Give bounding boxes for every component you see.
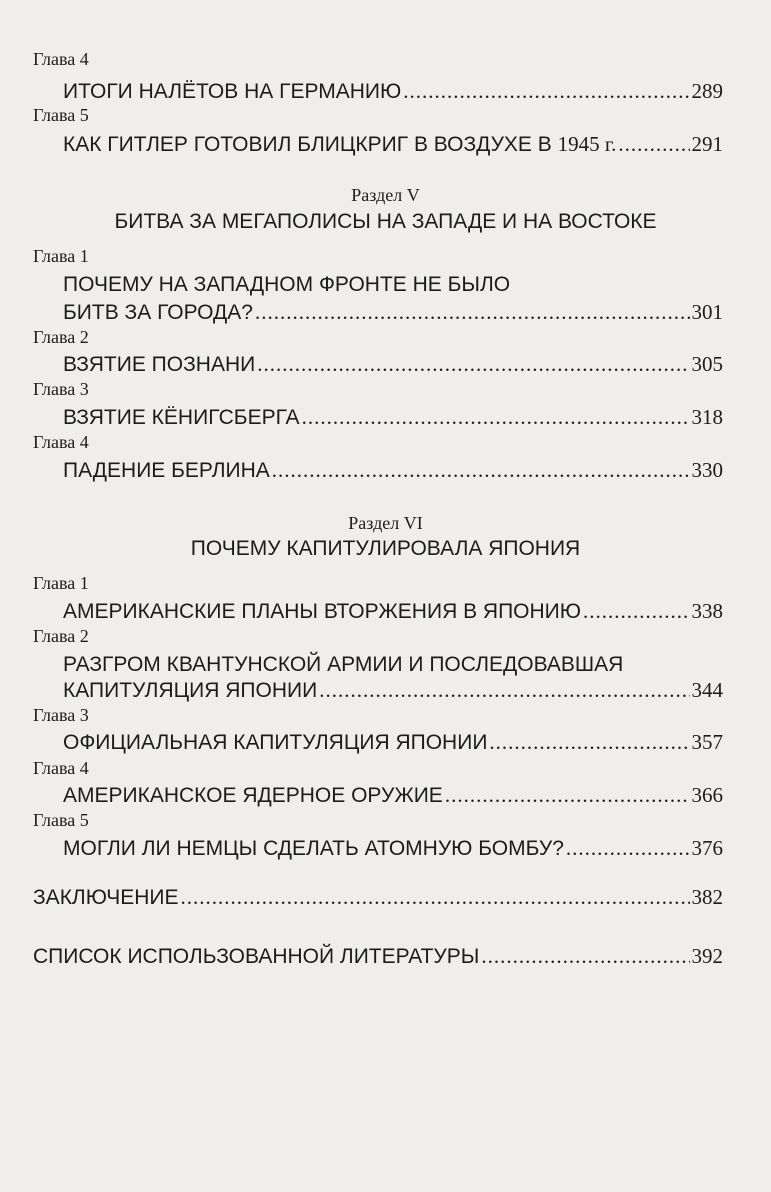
dot-leader [272,457,690,484]
page-number: 344 [691,678,723,702]
dot-leader [481,943,689,970]
dot-leader [566,835,690,862]
entry-title: ВЗЯТИЕ ПОЗНАНИ [63,353,256,376]
page-number: 382 [691,885,723,909]
entry-title: БИТВ ЗА ГОРОДА? [63,301,253,324]
section-number: Раздел V [351,185,420,205]
page-number: 338 [691,599,723,623]
dot-leader [489,729,689,756]
section-title: ПОЧЕМУ КАПИТУЛИРОВАЛА ЯПОНИЯ [190,537,581,560]
entry-title: КАК ГИТЛЕР ГОТОВИЛ БЛИЦКРИГ В ВОЗДУХЕ В 1945 г. [63,132,617,156]
page-number: 330 [691,458,723,482]
chapter-label: Глава 2 [33,327,89,347]
entry-title: ОФИЦИАЛЬНАЯ КАПИТУЛЯЦИЯ ЯПОНИИ [63,731,488,754]
toc-entry [63,782,723,809]
chapter-label: Глава 5 [33,105,89,125]
dot-leader [583,598,690,625]
toc-entry [63,404,723,431]
toc-entry [63,835,723,862]
chapter-label: Глава 1 [33,573,89,593]
entry-title: КАПИТУЛЯЦИЯ ЯПОНИИ [63,679,318,702]
section-title: БИТВА ЗА МЕГАПОЛИСЫ НА ЗАПАДЕ И НА ВОСТОКЕ [114,210,657,233]
toc-entry [63,299,723,326]
page-number: 289 [691,79,723,103]
dot-leader [403,78,689,105]
dot-leader [302,404,690,431]
toc-entry [63,598,723,625]
entry-title: ПАДЕНИЕ БЕРЛИНА [63,459,270,482]
page-number: 301 [691,300,723,324]
entry-title: МОГЛИ ЛИ НЕМЦЫ СДЕЛАТЬ АТОМНУЮ БОМБУ? [63,837,564,860]
page-number: 291 [691,132,723,156]
toc-entry [63,351,723,378]
chapter-label: Глава 3 [33,705,89,725]
entry-title: АМЕРИКАНСКИЕ ПЛАНЫ ВТОРЖЕНИЯ В ЯПОНИЮ [63,600,581,623]
chapter-label: Глава 5 [33,810,89,830]
page-number: 366 [691,783,723,807]
page-number: 376 [691,836,723,860]
entry-title: АМЕРИКАНСКОЕ ЯДЕРНОЕ ОРУЖИЕ [63,784,443,807]
chapter-label: Глава 4 [33,432,89,452]
dot-leader [257,351,689,378]
toc-entry [63,677,723,704]
entry-title: СПИСОК ИСПОЛЬЗОВАННОЙ ЛИТЕРАТУРЫ [33,945,480,968]
entry-title: ВЗЯТИЕ КЁНИГСБЕРГА [63,406,300,429]
chapter-label: Глава 4 [33,758,89,778]
toc-entry [63,729,723,756]
page-number: 357 [691,730,723,754]
dot-leader [445,782,690,809]
section-number: Раздел VI [348,513,423,533]
chapter-label: Глава 2 [33,626,89,646]
page-number: 305 [691,352,723,376]
page-number: 318 [691,405,723,429]
chapter-label: Глава 1 [33,246,89,266]
toc-entry [63,78,723,105]
page-number: 392 [691,944,723,968]
chapter-label: Глава 4 [33,49,89,69]
dot-leader [319,677,689,704]
entry-title-line: ПОЧЕМУ НА ЗАПАДНОМ ФРОНТЕ НЕ БЫЛО [63,273,511,296]
chapter-label: Глава 3 [33,379,89,399]
dot-leader [255,299,690,326]
toc-entry [63,131,723,158]
toc-entry [63,457,723,484]
dot-leader [618,131,689,158]
entry-title: ИТОГИ НАЛЁТОВ НА ГЕРМАНИЮ [63,80,402,103]
entry-title-line: РАЗГРОМ КВАНТУНСКОЙ АРМИИ И ПОСЛЕДОВАВШАЯ [63,653,624,676]
dot-leader [181,884,690,911]
toc-entry-bibliography [33,943,723,970]
toc-entry-conclusion [33,884,723,911]
entry-title: ЗАКЛЮЧЕНИЕ [33,886,179,909]
